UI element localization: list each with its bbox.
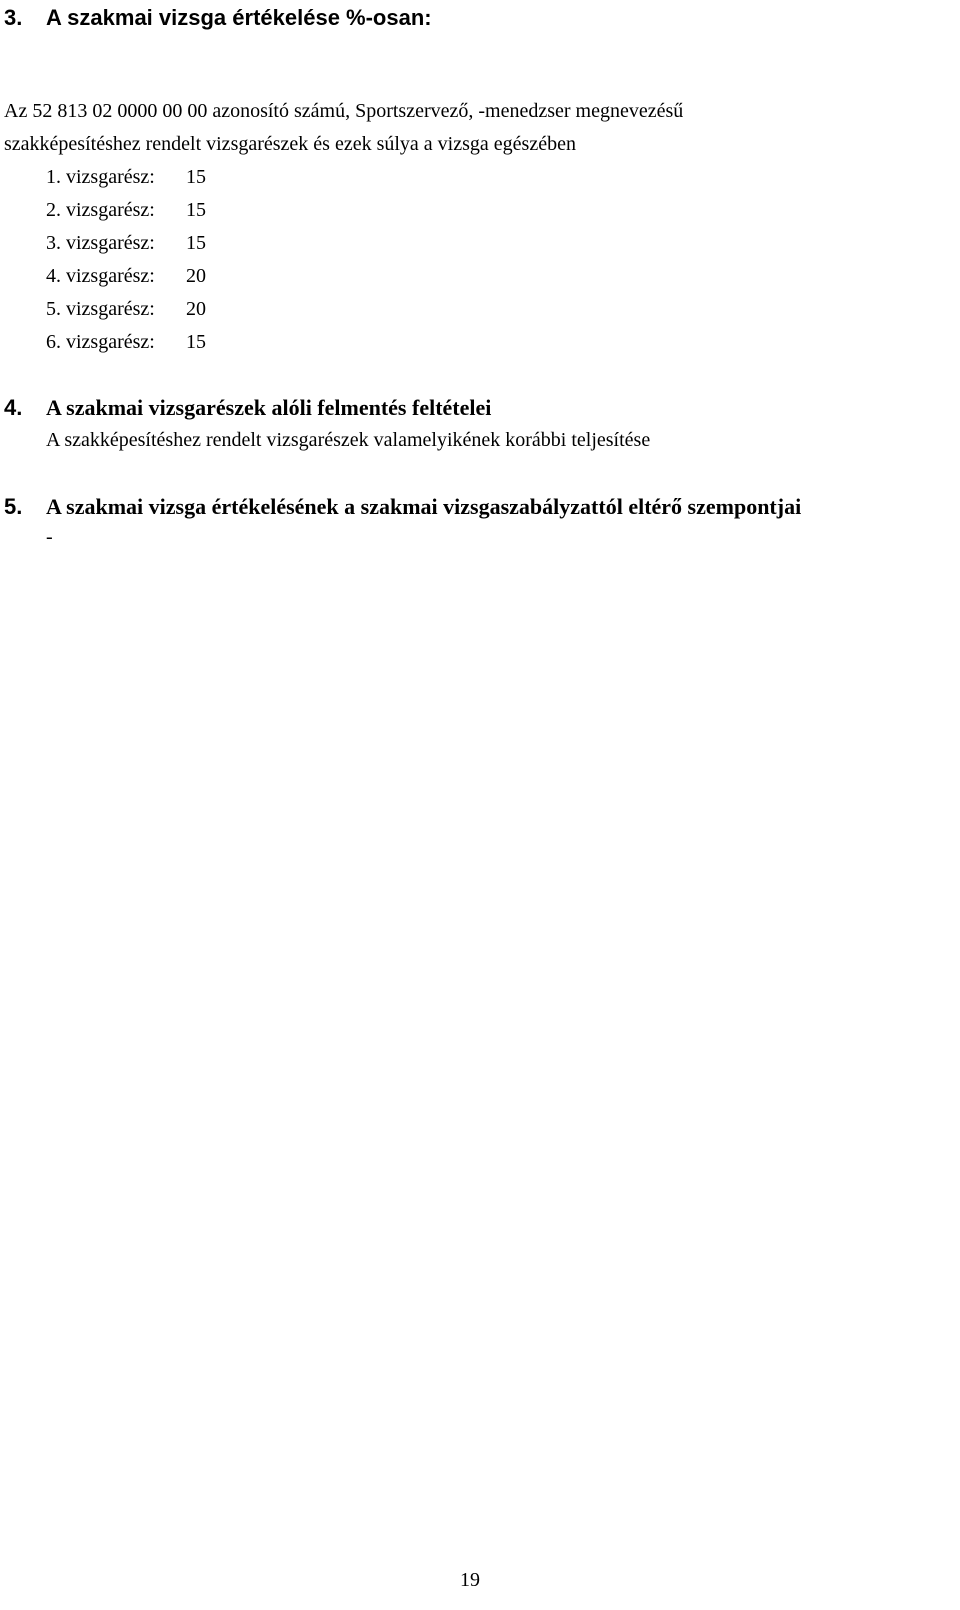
page-number: 19 (460, 1569, 480, 1591)
exam-part-weight: 15 (186, 199, 206, 221)
exam-part-row (46, 227, 206, 260)
exam-part-weight: 20 (186, 298, 206, 320)
section-5-body: - (46, 526, 53, 548)
section-4-title: A szakmai vizsgarészek alóli felmentés feltételei (46, 395, 492, 420)
section-5-number: 5. (4, 494, 23, 519)
section-5-title: A szakmai vizsga értékelésének a szakmai vizsgaszabályzattól eltérő szempontjai (46, 494, 802, 519)
exam-part-label: 5. vizsgarész: (46, 298, 155, 320)
exam-part-row (46, 293, 206, 326)
section-3-title: A szakmai vizsga értékelése %-osan: (46, 5, 432, 30)
exam-part-row (46, 194, 206, 227)
exam-part-row (46, 260, 206, 293)
section-5-heading (4, 493, 801, 521)
section-3-number: 3. (4, 5, 23, 30)
section-3-heading (4, 4, 432, 32)
exam-part-label: 1. vizsgarész: (46, 166, 155, 188)
exam-part-weight: 15 (186, 331, 206, 353)
exam-part-row (46, 326, 206, 359)
exam-part-weight: 20 (186, 265, 206, 287)
exam-part-label: 2. vizsgarész: (46, 199, 155, 221)
exam-part-label: 4. vizsgarész: (46, 265, 155, 287)
exam-part-weight: 15 (186, 232, 206, 254)
exam-part-row (46, 161, 206, 194)
section-4-heading (4, 394, 491, 422)
section-3-intro (4, 95, 956, 161)
exam-part-weight: 15 (186, 166, 206, 188)
section-4-number: 4. (4, 395, 23, 420)
exam-part-label: 6. vizsgarész: (46, 331, 155, 353)
section-3-intro-line-1: Az 52 813 02 0000 00 00 azonosító számú, Sportszervező, -menedzser megnevezésű (4, 100, 684, 122)
exam-part-label: 3. vizsgarész: (46, 232, 155, 254)
section-4-body: A szakképesítéshez rendelt vizsgarészek valamelyikének korábbi teljesítése (46, 429, 651, 451)
exam-parts-list (46, 161, 206, 359)
section-3-intro-line-2: szakképesítéshez rendelt vizsgarészek és ezek súlya a vizsga egészében (4, 133, 576, 155)
